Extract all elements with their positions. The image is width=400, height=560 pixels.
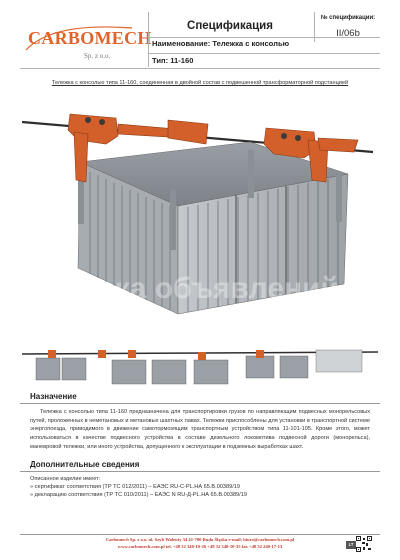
footer-rule bbox=[20, 534, 380, 535]
footer-address: Carbomech Sp. z o.o. ul. Szyb Walenty 34 41-700 Ruda Śląska e-mail: biuro@carbomech.com.pl bbox=[105, 537, 295, 542]
header-divider bbox=[148, 12, 149, 67]
image-caption: Тележка с консолью типа 11-160, соединенная в двойной состав с подвешенной трансформаторной подстанцией bbox=[51, 80, 349, 86]
page-title: Спецификация bbox=[187, 20, 273, 32]
section-rule bbox=[20, 471, 380, 472]
logo-text: CARBOMECH bbox=[28, 28, 152, 48]
purpose-text: Тележка с консолью типа 11-160 предназначена для транспортировки грузов по направляющим подвесных монорельсовых путей, проложенных в неметановых и метановых шахтных лавах. Тележки приспособлены для установки в транспортной системе энергопоезда, приводимого в движение самотормозящим транспортным устройством типа 11-101-105. Кроме этого, может использоваться в качестве подвесного устройства в составе дизельного локомотива подвесной дороги (монорельса), маневровой тележки, или иного устройства, допущенного к эксплуатации в подземных выработках шахт. bbox=[30, 409, 370, 450]
section-heading-purpose: Назначение bbox=[30, 392, 77, 401]
watermark-text: доска объявлений bbox=[61, 272, 339, 305]
section-heading-additional: Дополнительные сведения bbox=[30, 460, 140, 469]
additional-info-line: » сертификат соответствия (ТР ТС 012/2011) – ЕАЭС RU-C-PL.НА 65.В.00389/19 bbox=[30, 484, 241, 490]
product-name: Наименование: Тележка с консолью bbox=[152, 39, 290, 48]
footer-contacts: www.carbomech.com.pl tel. +48 32 340-10-26 +48 32 340-10-35 fax +48 32 240-17-13 bbox=[117, 544, 283, 549]
logo-subtext: Sp. z o.o. bbox=[84, 52, 111, 60]
qr-code-icon bbox=[356, 536, 372, 552]
train-composition-illustration bbox=[18, 340, 382, 388]
header-bottom-rule bbox=[20, 68, 380, 69]
product-type: Тип: 11-160 bbox=[152, 56, 194, 65]
company-logo bbox=[22, 20, 152, 68]
additional-info-line: » декларацию соответствия (ТР ТС 010/2011) – ЕАЭС N RU-Д-PL.НА 65.В.00389/19 bbox=[30, 492, 247, 498]
footer-badge: LT bbox=[346, 541, 356, 549]
additional-info-line: Описанное изделие имеет: bbox=[30, 476, 101, 482]
spec-number-label: № спецификации: bbox=[320, 15, 376, 21]
product-illustration bbox=[18, 92, 382, 340]
spec-number: II/06b bbox=[336, 28, 360, 39]
section-rule bbox=[20, 403, 380, 404]
header-divider bbox=[148, 53, 380, 54]
